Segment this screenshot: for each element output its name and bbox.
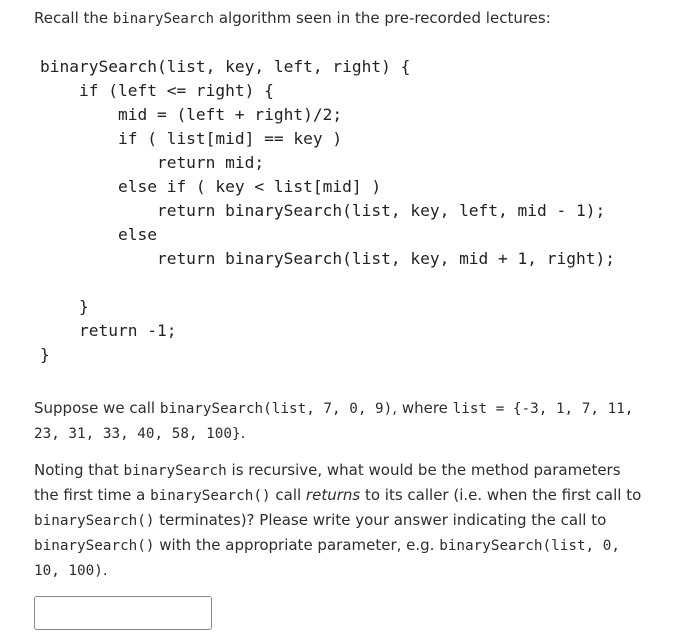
intro-code: binarySearch (112, 11, 215, 27)
p1-text: , where (392, 399, 453, 417)
code-line: else if ( key < list[mid] ) (40, 177, 382, 196)
p1-text: . (240, 424, 246, 442)
code-line (40, 271, 615, 295)
question-prompt-paragraph (34, 458, 644, 583)
p2-code: binarySearch() (150, 488, 271, 504)
code-line: return mid; (40, 153, 265, 172)
code-block (40, 55, 615, 367)
p2-emphasis: returns (305, 486, 361, 504)
intro-text (34, 8, 551, 29)
intro-after: algorithm seen in the pre-recorded lectures: (214, 9, 551, 27)
code-line: return binarySearch(list, key, left, mid - 1); (40, 201, 606, 220)
code-line: return -1; (40, 321, 177, 340)
p2-text: to its caller (i.e. when the first call to (360, 486, 642, 504)
p1-call-code: binarySearch(list, 7, 0, 9) (159, 401, 393, 417)
answer-input[interactable] (34, 596, 212, 630)
code-line: binarySearch(list, key, left, right) { (40, 57, 411, 76)
code-line: mid = (left + right)/2; (40, 105, 343, 124)
code-line: else (40, 225, 157, 244)
question-setup-paragraph (34, 396, 644, 446)
p2-text: Noting that (34, 461, 124, 479)
p2-text: with the appropriate parameter, e.g. (154, 536, 440, 554)
p2-text: is recursive, what would be the method parameters the first time a (34, 461, 621, 504)
intro-before: Recall the (34, 9, 113, 27)
p2-text: call (270, 486, 306, 504)
p2-code: binarySearch() (34, 513, 155, 529)
p2-example-code: binarySearch(list, 0, 10, 100) (34, 538, 620, 579)
p1-list-code: list = {-3, 1, 7, 11, 23, 31, 33, 40, 58, 100} (34, 401, 634, 442)
p2-code: binarySearch() (34, 538, 155, 554)
code-line: } (40, 297, 89, 316)
code-line: return binarySearch(list, key, mid + 1, right); (40, 249, 615, 268)
code-line: if (left <= right) { (40, 81, 274, 100)
code-line: } (40, 345, 50, 364)
p2-text: terminates)? Please write your answer indicating the call to (154, 511, 607, 529)
code-line: if ( list[mid] == key ) (40, 129, 343, 148)
p1-text: Suppose we call (34, 399, 160, 417)
p2-code: binarySearch (123, 463, 227, 479)
p2-text: . (102, 561, 108, 579)
